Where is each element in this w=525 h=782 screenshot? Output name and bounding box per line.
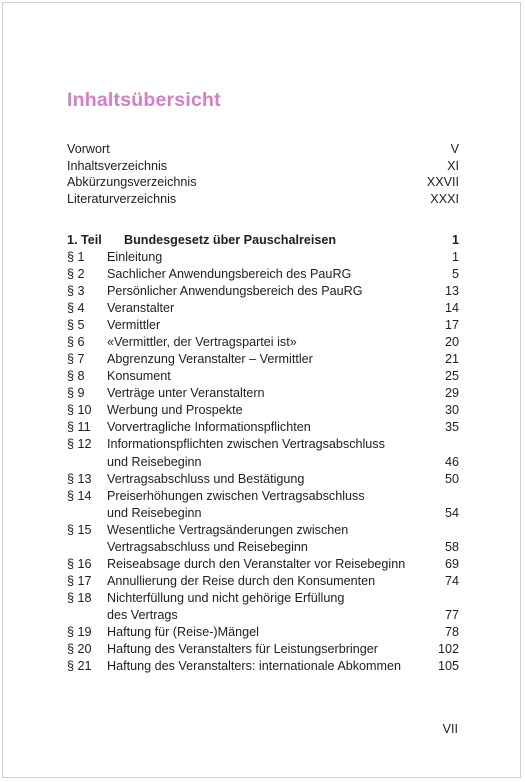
part-heading[interactable]: [67, 232, 459, 248]
section-entry[interactable]: [67, 249, 459, 265]
section-label: Verträge unter Veranstaltern: [107, 386, 265, 401]
section-entry[interactable]: [67, 658, 459, 674]
section-entry[interactable]: [67, 590, 459, 606]
section-page-number: 21: [444, 352, 459, 367]
section-number: § 20: [67, 642, 92, 657]
section-entry[interactable]: [67, 368, 459, 384]
section-page-number: 14: [444, 301, 459, 316]
section-label: Werbung und Prospekte: [107, 403, 243, 418]
section-label: Haftung des Veranstalters: internationale Abkommen: [107, 659, 402, 674]
section-entry[interactable]: [67, 556, 459, 572]
section-label: Nichterfüllung und nicht gehörige Erfüllung: [107, 590, 345, 605]
section-page-number: 58: [444, 539, 459, 554]
section-label: Vermittler: [107, 318, 161, 333]
section-number: § 7: [67, 352, 85, 367]
section-page-number: 77: [444, 607, 459, 622]
front-matter-entry[interactable]: [67, 174, 459, 190]
entry-page-number: XXXI: [430, 191, 459, 206]
section-entry[interactable]: [67, 522, 459, 538]
section-label: und Reisebeginn: [107, 454, 202, 469]
section-label: Einleitung: [107, 249, 163, 264]
section-number: § 13: [67, 471, 92, 486]
section-entry[interactable]: [67, 266, 459, 282]
section-entry[interactable]: [67, 419, 459, 435]
section-page-number: 102: [437, 642, 459, 657]
entry-page-number: V: [450, 142, 459, 156]
section-page-number: 69: [444, 556, 459, 571]
section-label: «Vermittler, der Vertragspartei ist»: [107, 335, 297, 350]
section-entry[interactable]: [67, 351, 459, 367]
section-number: § 14: [67, 488, 92, 503]
section-label: Reiseabsage durch den Veranstalter vor Reisebeginn: [107, 556, 406, 571]
section-label: Annullierung der Reise durch den Konsumenten: [107, 573, 376, 588]
front-matter-entry[interactable]: [67, 191, 459, 207]
section-label: Abgrenzung Veranstalter – Vermittler: [107, 352, 313, 367]
section-page-number: 74: [444, 573, 459, 588]
section-label: Wesentliche Vertragsänderungen zwischen: [107, 522, 349, 537]
section-page-number: 29: [444, 386, 459, 401]
section-entry-continuation[interactable]: [67, 539, 459, 555]
section-entry[interactable]: [67, 317, 459, 333]
section-entry[interactable]: [67, 641, 459, 657]
section-number: § 15: [67, 522, 92, 537]
section-number: § 2: [67, 266, 85, 281]
section-page-number: 30: [444, 403, 459, 418]
section-number: § 5: [67, 318, 85, 333]
entry-label: Vorwort: [67, 142, 110, 156]
section-entry-continuation[interactable]: [67, 505, 459, 521]
section-number: § 6: [67, 335, 85, 350]
section-page-number: 54: [444, 505, 459, 520]
section-label: des Vertrags: [107, 607, 178, 622]
section-page-number: 35: [444, 420, 459, 435]
entry-label: Literaturverzeichnis: [67, 191, 177, 206]
section-number: § 8: [67, 369, 85, 384]
front-matter-entry[interactable]: [67, 141, 459, 157]
section-entry-continuation[interactable]: [67, 454, 459, 470]
section-label: Veranstalter: [107, 301, 175, 316]
section-label: Haftung des Veranstalters für Leistungserbringer: [107, 642, 378, 657]
section-entry[interactable]: [67, 300, 459, 316]
section-label: Haftung für (Reise-)Mängel: [107, 625, 259, 639]
section-label: Preiserhöhungen zwischen Vertragsabschluss: [107, 488, 365, 503]
section-entry[interactable]: [67, 624, 459, 640]
section-label: Konsument: [107, 369, 171, 384]
section-label: Sachlicher Anwendungsbereich des PauRG: [107, 266, 352, 281]
section-entry[interactable]: [67, 436, 459, 452]
section-number: § 11: [67, 420, 91, 435]
section-number: § 1: [67, 249, 85, 264]
section-entry[interactable]: [67, 385, 459, 401]
section-number: § 18: [67, 590, 92, 605]
section-entry[interactable]: [67, 573, 459, 589]
section-number: § 16: [67, 556, 92, 571]
part-label: Bundesgesetz über Pauschalreisen: [124, 233, 337, 247]
entry-page-number: XXVII: [426, 175, 459, 190]
footer-page-number: VII: [442, 722, 458, 736]
section-number: § 21: [67, 659, 92, 674]
section-entry[interactable]: [67, 488, 459, 504]
section-label: Informationspflichten zwischen Vertragsabschluss: [107, 437, 385, 452]
entry-label: Abkürzungsverzeichnis: [67, 175, 197, 190]
section-entry[interactable]: [67, 283, 459, 299]
section-label: Vorvertragliche Informationspflichten: [107, 420, 311, 435]
section-entry[interactable]: [67, 334, 459, 350]
section-number: § 3: [67, 284, 85, 298]
section-label: und Reisebeginn: [107, 505, 202, 520]
section-entry[interactable]: [67, 471, 459, 487]
part-number: 1. Teil: [67, 233, 102, 247]
entry-label: Inhaltsverzeichnis: [67, 158, 168, 173]
section-number: § 19: [67, 625, 92, 639]
section-number: § 9: [67, 386, 85, 401]
section-label: Persönlicher Anwendungsbereich des PauRG: [107, 284, 363, 298]
section-number: § 4: [67, 301, 85, 316]
section-number: § 12: [67, 437, 92, 452]
section-page-number: 78: [444, 625, 459, 639]
section-page-number: 1: [451, 249, 459, 264]
section-number: § 17: [67, 573, 92, 588]
section-page-number: 50: [444, 471, 459, 486]
section-page-number: 20: [444, 335, 459, 350]
entry-page-number: XI: [447, 158, 459, 173]
section-number: § 10: [67, 403, 92, 418]
section-page-number: 13: [444, 284, 459, 298]
section-page-number: 25: [444, 369, 459, 384]
section-page-number: 17: [444, 318, 459, 333]
section-label: Vertragsabschluss und Bestätigung: [107, 471, 305, 486]
section-entry[interactable]: [67, 402, 459, 418]
section-page-number: 46: [444, 454, 459, 469]
section-label: Vertragsabschluss und Reisebeginn: [107, 539, 308, 554]
section-page-number: 105: [437, 659, 459, 674]
part-page-number: 1: [451, 233, 459, 247]
section-page-number: 5: [451, 266, 459, 281]
page-title: Inhaltsübersicht: [67, 89, 221, 111]
front-matter-entry[interactable]: [67, 158, 459, 174]
section-entry-continuation[interactable]: [67, 607, 459, 623]
